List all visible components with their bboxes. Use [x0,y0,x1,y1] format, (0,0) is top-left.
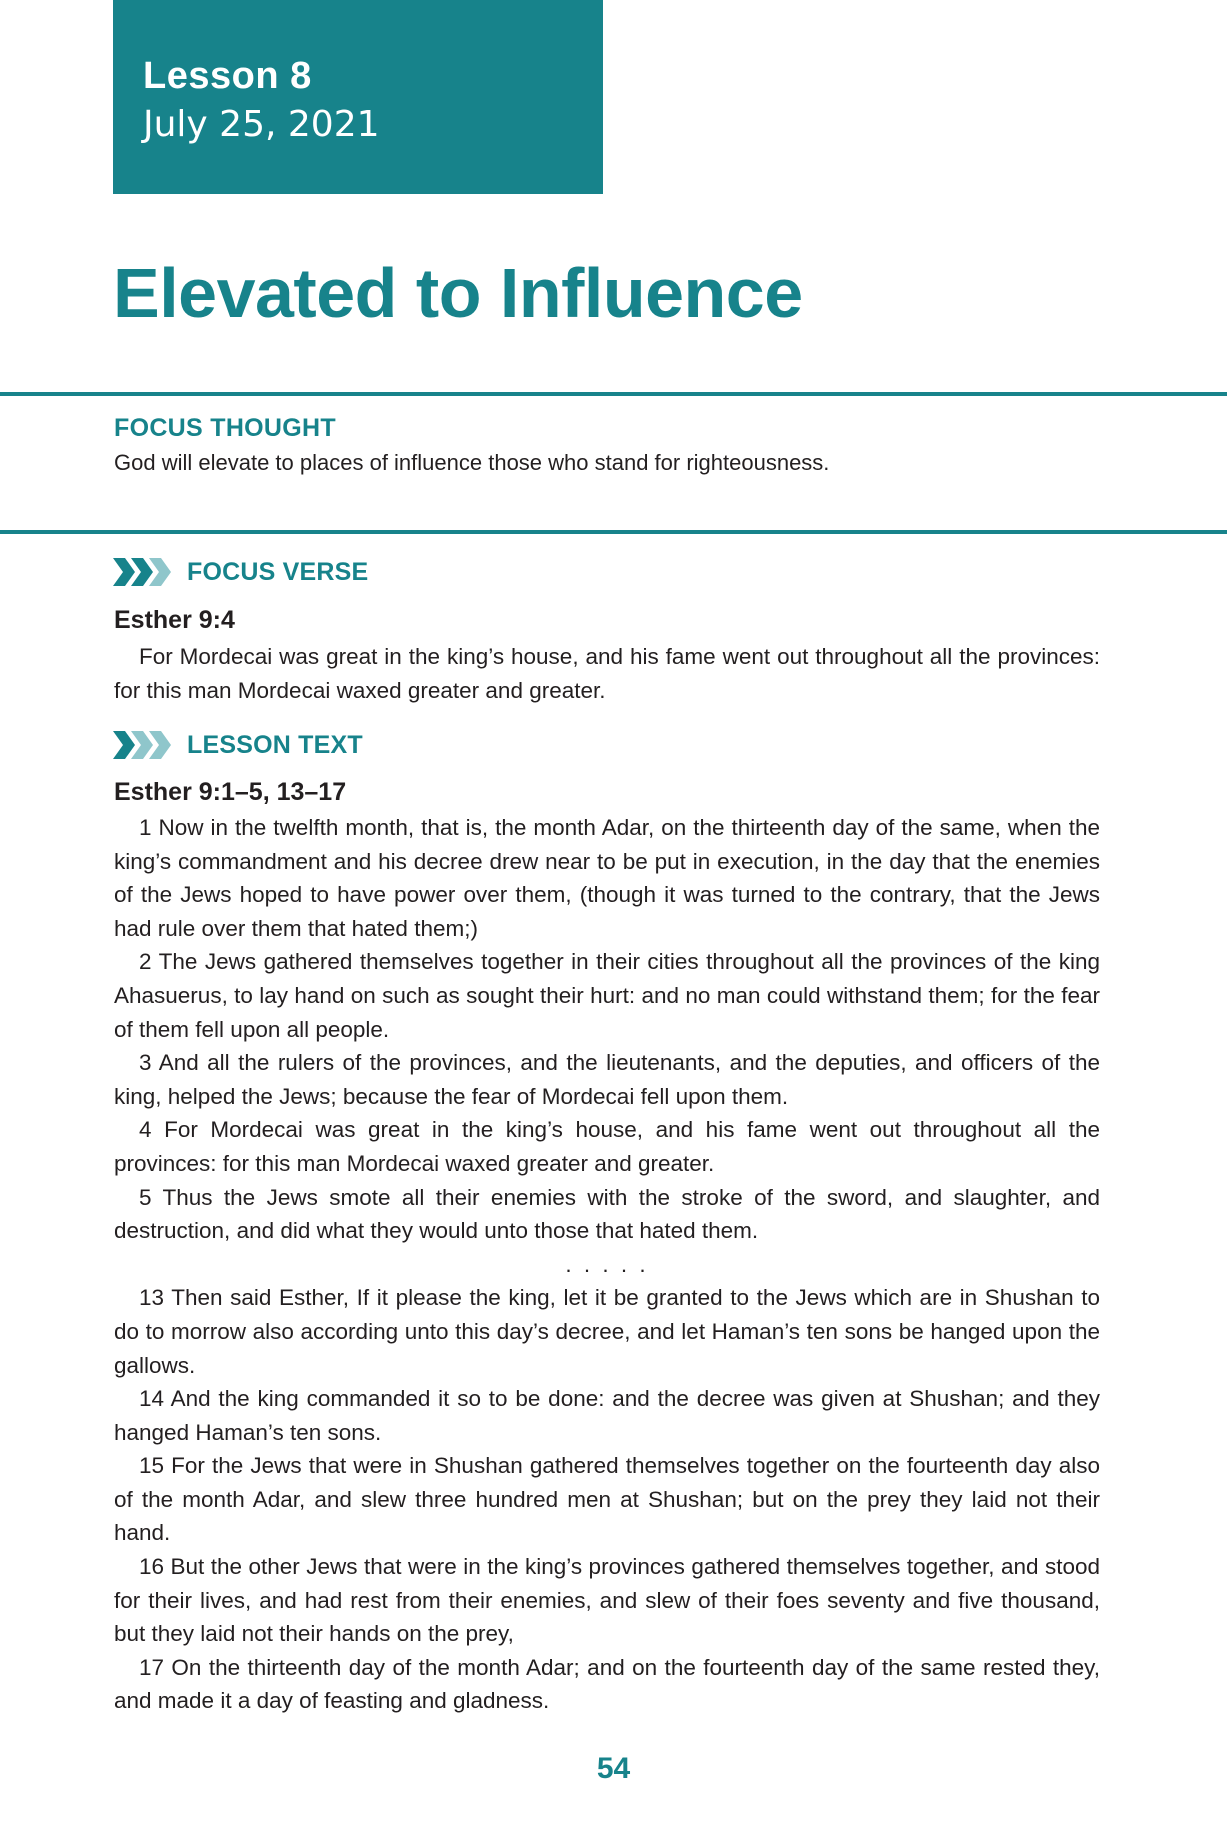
triple-chevron-icon [113,729,175,761]
verse-paragraph: 1 Now in the twelfth month, that is, the month Adar, on the thirteenth day of the same, when the king’s commandment and his decree drew near to be put in execution, in the day that the enemies of the Jews hoped to have power over them, (though it was turned to the contrary, that the Jews had rule over them that hated them;) [114,815,1100,941]
divider-top [0,392,1227,396]
page-number: 54 [596,1752,631,1785]
focus-verse-heading: FOCUS VERSE [187,557,369,586]
focus-thought-text: God will elevate to places of influence those who stand for righteousness. [114,450,830,475]
verse-paragraph: 14 And the king commanded it so to be done: and the decree was given at Shushan; and they hanged Haman’s ten sons. [114,1386,1100,1445]
lesson-text-reference: Esther 9:1–5, 13–17 [114,778,347,806]
verse-separator: . . . . . [565,1251,649,1277]
lesson-header-box [113,0,603,194]
focus-verse-body [114,640,1100,707]
verse-paragraph: 4 For Mordecai was great in the king’s house, and his fame went out throughout all the provinces: for this man Mordecai waxed greater and greater. [114,1117,1100,1176]
lesson-text-body [114,811,1100,1718]
verse-paragraph: 13 Then said Esther, If it please the king, let it be granted to the Jews which are in Shushan to do to morrow also according unto this day’s decree, and let Haman’s ten sons be hanged upon the gallows. [114,1285,1100,1378]
focus-verse-reference: Esther 9:4 [114,606,235,634]
verse-paragraph: 16 But the other Jews that were in the king’s provinces gathered themselves together, and stood for their lives, and had rest from their enemies, and slew of their foes seventy and five thousand, but they laid not their hands on the prey, [114,1554,1100,1647]
page-title: Elevated to Influence [113,254,803,332]
focus-verse-text: For Mordecai was great in the king’s house, and his fame went out throughout all the provinces: for this man Mordecai waxed greater and greater. [114,644,1100,703]
verse-paragraph: 2 The Jews gathered themselves together in their cities throughout all the provinces of the king Ahasuerus, to lay hand on such as sought their hurt: and no man could withstand them; for the fear of them fell upon all people. [114,949,1100,1042]
verse-paragraph: 17 On the thirteenth day of the month Adar; and on the fourteenth day of the same rested they, and made it a day of feasting and gladness. [114,1654,1100,1714]
focus-thought-heading: FOCUS THOUGHT [114,414,336,442]
verse-paragraph: 15 For the Jews that were in Shushan gathered themselves together on the fourteenth day also of the month Adar, and slew three hundred men at Shushan; but on the prey they laid not their hand. [114,1453,1100,1546]
lesson-text-heading: LESSON TEXT [187,730,363,759]
verse-paragraph: 5 Thus the Jews smote all their enemies with the stroke of the sword, and slaughter, and destruction, and did what they would unto those that hated them. [114,1184,1100,1244]
focus-verse-heading-row [113,556,368,588]
lesson-number: Lesson 8 [143,55,312,97]
lesson-text-heading-row [113,729,363,761]
triple-chevron-icon [113,556,175,588]
verse-paragraph: 3 And all the rulers of the provinces, and the lieutenants, and the deputies, and officers of the king, helped the Jews; because the fear of Mordecai fell upon them. [114,1050,1100,1109]
lesson-date: July 25, 2021 [143,104,380,145]
divider-bottom [0,530,1227,534]
